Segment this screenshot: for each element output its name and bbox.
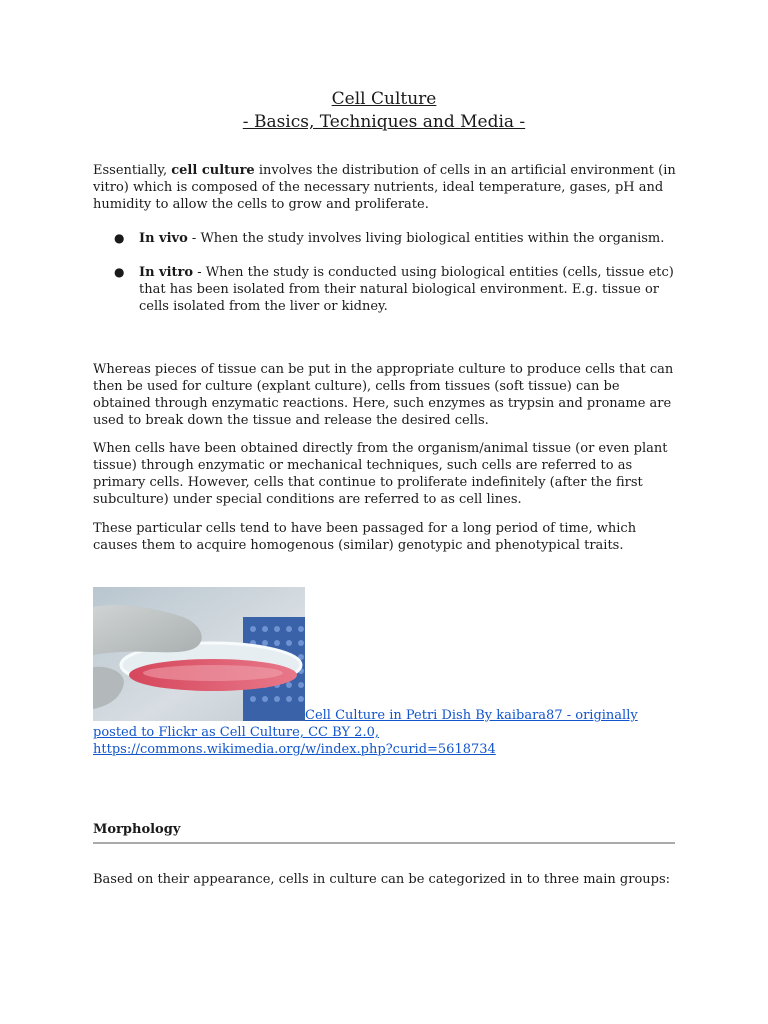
bullet-description: - When the study involves living biological entities within the organism.	[187, 231, 665, 246]
paragraph-primary-cells: When cells have been obtained directly from the organism/animal tissue (or even plant tissue) through enzymatic or mechanical techniques, such cells are referred to as primary cells. However, cells that continue to proliferate indefinitely (after the first subculture) under special conditions are referred to as cell lines.	[93, 441, 668, 507]
bullet-text	[139, 230, 674, 247]
bullet-dot-icon: ●	[114, 231, 125, 245]
image-caption-link[interactable]: Cell Culture in Petri Dish By kaibara87 - originally posted to Flickr as Cell Culture, CC BY 2.0, https://commons.wikimedia.org/w/index.php?curid=5618734	[93, 708, 638, 757]
bullet-in-vivo	[114, 230, 674, 247]
section-divider	[93, 842, 675, 844]
intro-paragraph	[93, 162, 678, 213]
bullet-dot-icon: ●	[114, 265, 125, 279]
morphology-intro: Based on their appearance, cells in culture can be categorized in to three main groups:	[93, 872, 671, 887]
intro-after: involves the distribution of cells in an artificial environment (in vitro) which is composed of the necessary nutrients, ideal temperature, gases, pH and humidity to allow the cells to grow and proliferate.	[93, 163, 676, 212]
intro-before: Essentially,	[93, 163, 172, 178]
bullet-term: In vivo	[139, 231, 188, 246]
intro-bold-term: cell culture	[171, 163, 255, 178]
page-subtitle: - Basics, Techniques and Media -	[242, 112, 526, 132]
petri-dish-photo	[93, 587, 305, 721]
bullet-text	[139, 264, 674, 315]
section-heading-morphology: Morphology	[93, 822, 181, 837]
page-title: Cell Culture	[331, 89, 437, 109]
bullet-in-vitro	[114, 264, 674, 315]
paragraph-explant: Whereas pieces of tissue can be put in the appropriate culture to produce cells that can then be used for culture (explant culture), cells from tissues (soft tissue) can be obtained through enzymatic reactions. Here, such enzymes as trypsin and proname are used to break down the tissue and release the desired cells.	[93, 362, 674, 428]
bullet-term: In vitro	[139, 265, 194, 280]
paragraph-passaged: These particular cells tend to have been passaged for a long period of time, which causes them to acquire homogenous (similar) genotypic and phenotypical traits.	[93, 521, 637, 553]
bullet-description: - When the study is conducted using biological entities (cells, tissue etc) that has been isolated from their natural biological environment. E.g. tissue or cells isolated from the liver or kidney.	[139, 265, 674, 314]
